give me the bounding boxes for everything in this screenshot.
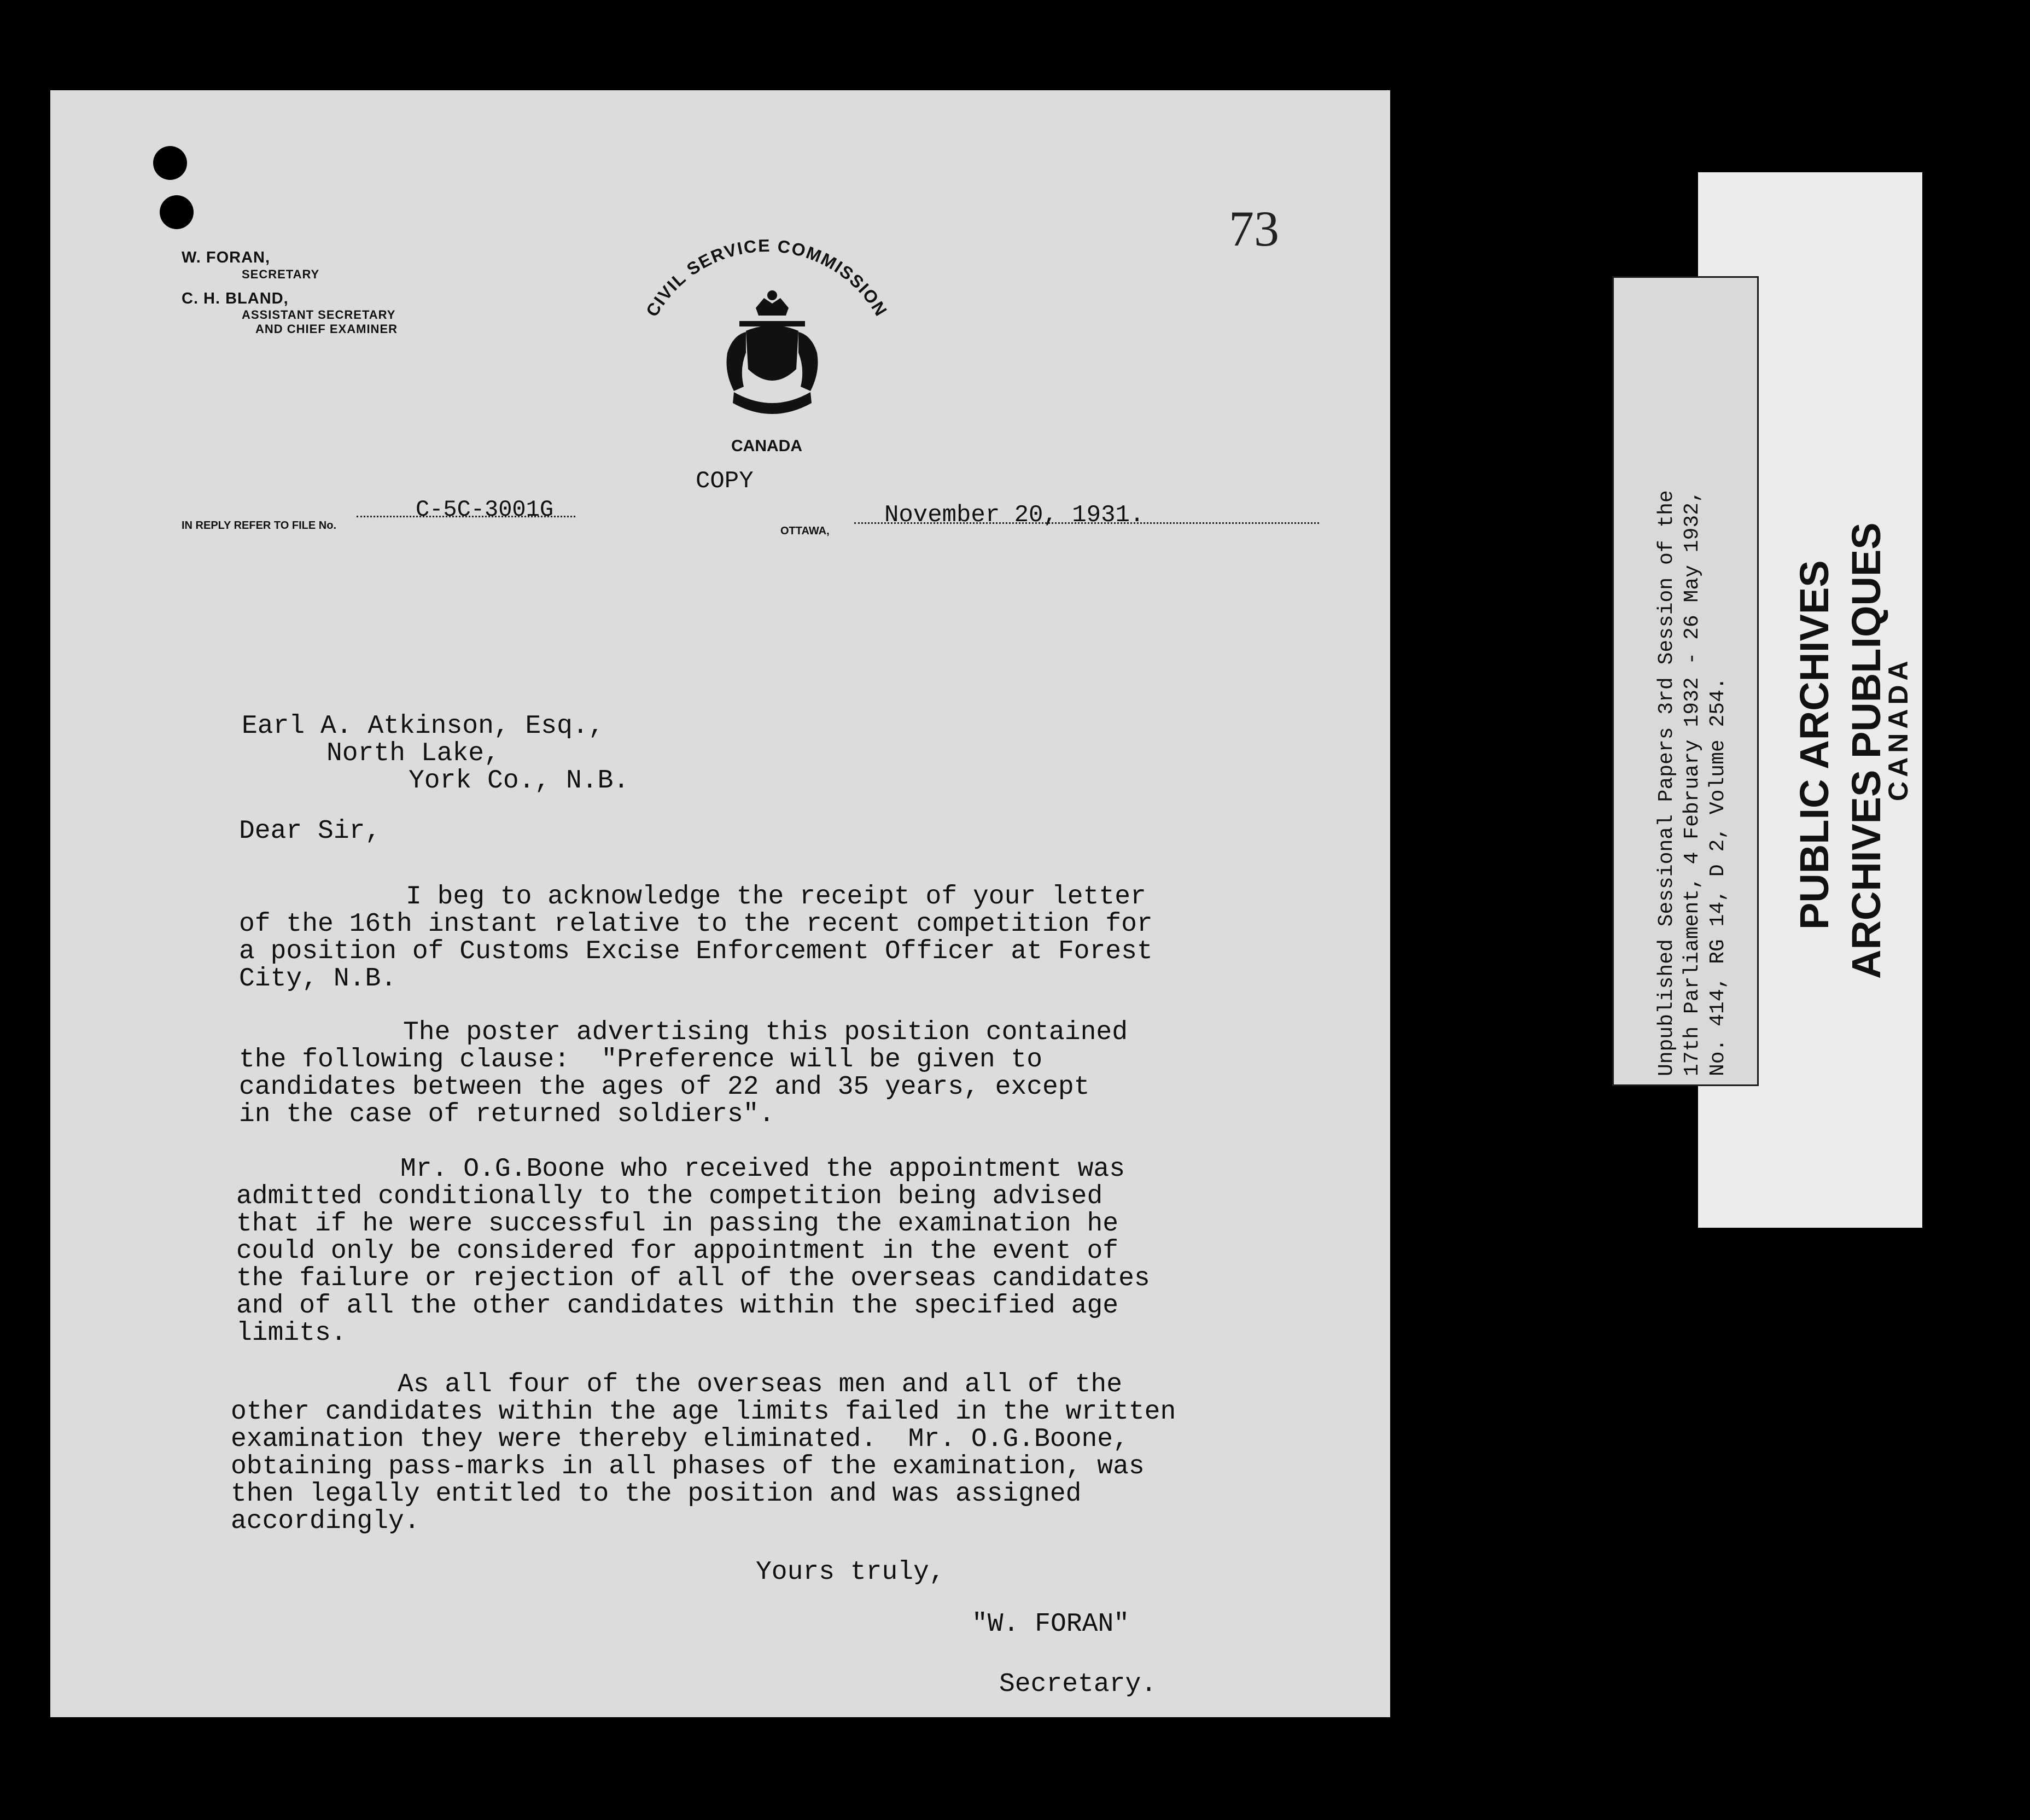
paragraph-line: a position of Customs Excise Enforcement Officer at Forest	[239, 937, 1153, 966]
archive-card-line-3: CANADA	[1883, 656, 1914, 801]
letter-date: November 20, 1931.	[884, 501, 1145, 529]
archive-card-line-1: PUBLIC ARCHIVES	[1792, 560, 1837, 930]
secretary-name: W. FORAN,	[182, 249, 271, 266]
archive-card-line-2: ARCHIVES PUBLIQUES	[1844, 522, 1889, 979]
closing: Yours truly,	[756, 1558, 945, 1587]
address-line-1: Earl A. Atkinson, Esq.,	[242, 711, 604, 741]
paragraph-line: accordingly.	[231, 1507, 420, 1536]
assistant-name: C. H. BLAND,	[182, 290, 289, 307]
crest-country: CANADA	[731, 437, 802, 455]
secretary-title: SECRETARY	[242, 267, 320, 281]
address-line-2: North Lake,	[326, 739, 500, 768]
paragraph-line: in the case of returned soldiers".	[239, 1100, 775, 1129]
paragraph-line: I beg to acknowledge the receipt of your letter	[406, 882, 1146, 912]
paragraph-line: admitted conditionally to the competition being advised	[236, 1182, 1103, 1211]
reply-label: IN REPLY REFER TO FILE No.	[182, 520, 337, 532]
crest-arc-text: CIVIL SERVICE COMMISSION	[642, 235, 891, 320]
copy-label: COPY	[696, 468, 754, 495]
archive-tag-line-3: No. 414, RG 14, D 2, Volume 254.	[1706, 677, 1730, 1076]
paragraph-line: examination they were thereby eliminated. Mr. O.G.Boone,	[231, 1425, 1129, 1454]
paragraph-line: could only be considered for appointment in the event of	[236, 1236, 1119, 1266]
page-number: 73	[1229, 201, 1279, 256]
punch-hole-bottom	[160, 195, 194, 229]
file-number: C-5C-3001G	[416, 497, 554, 523]
paragraph-line: then legally entitled to the position and was assigned	[231, 1479, 1082, 1509]
assistant-title-line2: AND CHIEF EXAMINER	[255, 322, 398, 336]
paragraph-line: As all four of the overseas men and all of the	[398, 1370, 1123, 1399]
archive-reference-tag	[1612, 276, 1759, 1086]
paragraph-line: obtaining pass-marks in all phases of the examination, was	[231, 1452, 1145, 1481]
paragraph-line: Mr. O.G.Boone who received the appointment was	[400, 1154, 1125, 1184]
archive-tag-line-1: Unpublished Sessional Papers 3rd Session of the	[1655, 490, 1678, 1076]
address-line-3: York Co., N.B.	[409, 766, 629, 796]
coat-of-arms-icon	[727, 290, 818, 414]
paragraph-line: the following clause: "Preference will be given to	[239, 1045, 1043, 1075]
assistant-title-line1: ASSISTANT SECRETARY	[242, 308, 396, 322]
archive-tag-line-2: 17th Parliament, 4 February 1932 - 26 May 1932,	[1681, 490, 1704, 1076]
paragraph-line: other candidates within the age limits failed in the written	[231, 1397, 1176, 1427]
paragraph-line: The poster advertising this position contained	[403, 1018, 1128, 1047]
paragraph-line: limits.	[236, 1319, 347, 1348]
paragraph-line: candidates between the ages of 22 and 35 years, except	[239, 1072, 1090, 1102]
letter-page	[50, 90, 1390, 1717]
paragraph-line: and of all the other candidates within the specified age	[236, 1291, 1119, 1321]
paragraph-line: City, N.B.	[239, 964, 397, 994]
salutation: Dear Sir,	[239, 816, 381, 846]
signature: "W. FORAN"	[972, 1609, 1130, 1639]
paragraph-line: the failure or rejection of all of the overseas candidates	[236, 1264, 1150, 1293]
signature-title: Secretary.	[999, 1670, 1157, 1699]
punch-hole-top	[153, 146, 187, 180]
ottawa-label: OTTAWA,	[780, 525, 830, 537]
paragraph-line: of the 16th instant relative to the recent competition for	[239, 909, 1153, 939]
paragraph-line: that if he were successful in passing the examination he	[236, 1209, 1119, 1239]
civil-service-crest	[575, 189, 958, 473]
